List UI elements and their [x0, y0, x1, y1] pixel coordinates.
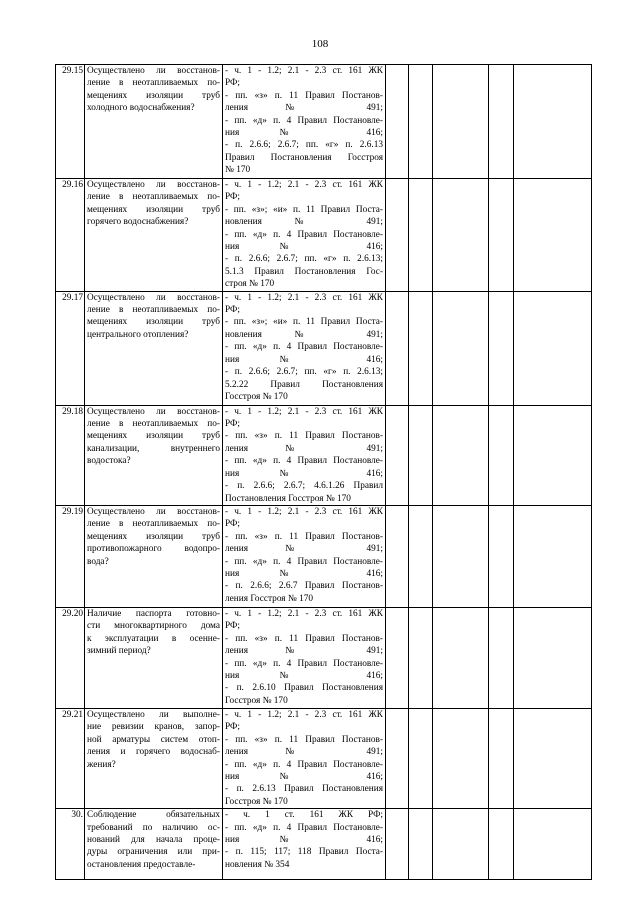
empty-answer-cell[interactable]: [409, 505, 433, 607]
question-line: Осуществлено ли восстанов-: [87, 66, 220, 76]
empty-answer-cell[interactable]: [433, 65, 489, 179]
empty-answer-cell[interactable]: [409, 809, 433, 880]
row-number: 29.20: [56, 607, 85, 708]
reference-line: новления № 491;: [225, 217, 383, 228]
question-line: Наличие паспорта готовно-: [87, 608, 220, 619]
question-cell: [85, 65, 223, 179]
question-line: сти многоквартирного дома: [87, 621, 220, 632]
empty-answer-cell[interactable]: [489, 505, 514, 607]
empty-answer-cell[interactable]: [514, 505, 592, 607]
question-line: ление в неотапливаемых по-: [87, 419, 220, 430]
empty-answer-cell[interactable]: [514, 179, 592, 292]
reference-line: - пп. «д» п. 4 Правил Постановле-: [225, 456, 383, 467]
reference-line: - пп. «д» п. 4 Правил Постановле-: [225, 556, 383, 567]
reference-line: РФ;: [225, 419, 240, 430]
reference-line: - пп. «з» п. 11 Правил Постанов-: [225, 734, 383, 745]
reference-line: - пп. «з» п. 11 Правил Постанов-: [225, 531, 383, 542]
question-line: Осуществлено ли восстанов-: [87, 292, 220, 303]
table-row: [56, 809, 592, 880]
empty-answer-cell[interactable]: [489, 291, 514, 405]
table-row: [56, 505, 592, 607]
page-number: 108: [311, 38, 329, 50]
reference-line: - п. 2.6.6; 2.6.7; пп. «г» п. 2.6.13;: [225, 254, 383, 265]
reference-line: - ч. 1 - 1.2; 2.1 - 2.3 ст. 161 ЖК: [225, 506, 383, 517]
reference-line: - п. 2.6.6; 2.6.7; пп. «г» п. 2.6.13: [225, 140, 383, 151]
question-cell: [85, 708, 223, 808]
legal-references-cell: [223, 291, 386, 405]
question-line: жения?: [87, 759, 116, 770]
question-line: центрального отопления?: [87, 329, 189, 340]
question-line: ной арматуры систем отоп-: [87, 734, 220, 745]
reference-line: - п. 2.6.10 Правил Постановления: [225, 683, 383, 694]
question-line: ления и горячего водоснаб-: [87, 747, 220, 758]
legal-references-cell: [223, 809, 386, 880]
empty-answer-cell[interactable]: [514, 65, 592, 179]
empty-answer-cell[interactable]: [386, 405, 409, 505]
reference-line: РФ;: [225, 621, 240, 632]
empty-answer-cell[interactable]: [386, 179, 409, 292]
legal-references-cell: [223, 405, 386, 505]
reference-line: ления № 491;: [225, 747, 383, 758]
legal-references-cell: [223, 505, 386, 607]
empty-answer-cell[interactable]: [514, 809, 592, 880]
empty-answer-cell[interactable]: [409, 291, 433, 405]
question-line: канализации, внутреннего: [87, 443, 220, 454]
row-number: 30.: [56, 809, 85, 880]
reference-line: - пп. «д» п. 4 Правил Постановле-: [225, 342, 383, 353]
reference-line: ления № 491;: [225, 544, 383, 555]
legal-references-cell: [223, 607, 386, 708]
reference-line: Госстроя № 170: [225, 695, 288, 706]
reference-line: - ч. 1 ст. 161 ЖК РФ;: [225, 810, 383, 821]
row-number: 29.19: [56, 505, 85, 607]
question-line: водостока?: [87, 456, 131, 467]
reference-line: ления Госстроя № 170: [225, 593, 314, 604]
empty-answer-cell[interactable]: [433, 505, 489, 607]
legal-references-cell: [223, 179, 386, 292]
question-line: остановления предоставле-: [87, 859, 196, 870]
question-line: мещениях изоляции труб: [87, 204, 220, 215]
question-cell: [85, 179, 223, 292]
reference-line: ления № 491;: [225, 443, 383, 454]
question-cell: [85, 405, 223, 505]
empty-answer-cell[interactable]: [386, 291, 409, 405]
empty-answer-cell[interactable]: [489, 607, 514, 708]
question-cell: [85, 607, 223, 708]
reference-line: Госстроя № 170: [225, 391, 288, 402]
question-line: мещениях изоляции труб: [87, 531, 220, 542]
question-line: к эксплуатации в осенне-: [87, 633, 220, 644]
empty-answer-cell[interactable]: [386, 607, 409, 708]
empty-answer-cell[interactable]: [409, 65, 433, 179]
reference-line: - пп. «з»; «и» п. 11 Правил Поста-: [225, 317, 383, 328]
table-row: [56, 291, 592, 405]
table-row: [56, 708, 592, 808]
reference-line: - п. 2.6.13 Правил Постановления: [225, 784, 383, 795]
reference-line: - пп. «д» п. 4 Правил Постановле-: [225, 822, 383, 833]
reference-line: ния № 416;: [225, 568, 383, 579]
question-line: холодного водоснабжения?: [87, 103, 195, 114]
reference-line: РФ;: [225, 78, 240, 89]
reference-line: новления № 491;: [225, 329, 383, 340]
reference-line: № 170: [225, 165, 251, 176]
reference-line: РФ;: [225, 519, 240, 530]
reference-line: ния № 416;: [225, 834, 383, 845]
empty-answer-cell[interactable]: [433, 607, 489, 708]
empty-answer-cell[interactable]: [514, 607, 592, 708]
empty-answer-cell[interactable]: [489, 809, 514, 880]
reference-line: - п. 115; 117; 118 Правил Поста-: [225, 847, 383, 858]
reference-line: РФ;: [225, 192, 240, 203]
empty-answer-cell[interactable]: [409, 607, 433, 708]
reference-line: ния № 416;: [225, 128, 383, 139]
empty-answer-cell[interactable]: [433, 708, 489, 808]
empty-answer-cell[interactable]: [514, 291, 592, 405]
reference-line: РФ;: [225, 305, 240, 316]
reference-line: - ч. 1 - 1.2; 2.1 - 2.3 ст. 161 ЖК: [225, 608, 383, 619]
reference-line: - пп. «з»; «и» п. 11 Правил Поста-: [225, 204, 383, 215]
checklist-table: [55, 64, 592, 880]
question-line: требований по наличию ос-: [87, 822, 220, 833]
reference-line: - пп. «з» п. 11 Правил Постанов-: [225, 431, 383, 442]
reference-line: Правил Постановления Госстроя: [225, 152, 383, 163]
empty-answer-cell[interactable]: [409, 708, 433, 808]
reference-line: - ч. 1 - 1.2; 2.1 - 2.3 ст. 161 ЖК: [225, 180, 383, 190]
empty-answer-cell[interactable]: [433, 405, 489, 505]
reference-line: - ч. 1 - 1.2; 2.1 - 2.3 ст. 161 ЖК: [225, 66, 383, 76]
table-row: [56, 607, 592, 708]
question-line: мещениях изоляции труб: [87, 317, 220, 328]
empty-answer-cell[interactable]: [433, 291, 489, 405]
row-number: 29.21: [56, 708, 85, 808]
question-line: Соблюдение обязательных: [87, 810, 220, 821]
empty-answer-cell[interactable]: [489, 708, 514, 808]
reference-line: - пп. «з» п. 11 Правил Постанов-: [225, 633, 383, 644]
question-line: зимний период?: [87, 646, 151, 657]
row-number: 29.18: [56, 405, 85, 505]
reference-line: - пп. «д» п. 4 Правил Постановле-: [225, 115, 383, 126]
question-line: ление в неотапливаемых по-: [87, 305, 220, 316]
question-line: нований для начала проце-: [87, 834, 220, 845]
reference-line: ния № 416;: [225, 771, 383, 782]
question-cell: [85, 505, 223, 607]
reference-line: 5.1.3 Правил Постановления Гос-: [225, 266, 383, 277]
question-line: ление в неотапливаемых по-: [87, 78, 220, 89]
reference-line: ния № 416;: [225, 468, 383, 479]
reference-line: - пп. «д» п. 4 Правил Постановле-: [225, 229, 383, 240]
legal-references-cell: [223, 65, 386, 179]
question-line: горячего водоснабжения?: [87, 217, 189, 228]
reference-line: ления № 491;: [225, 103, 383, 114]
question-line: вода?: [87, 556, 109, 567]
question-line: Осуществлено ли восстанов-: [87, 506, 220, 517]
reference-line: Постановления Госстроя № 170: [225, 493, 351, 504]
table-row: [56, 405, 592, 505]
row-number: 29.16: [56, 179, 85, 292]
empty-answer-cell[interactable]: [386, 505, 409, 607]
reference-line: - п. 2.6.6; 2.6.7; 4.6.1.26 Правил: [225, 481, 383, 492]
reference-line: - пп. «д» п. 4 Правил Постановле-: [225, 759, 383, 770]
question-line: ление в неотапливаемых по-: [87, 519, 220, 530]
reference-line: новления № 354: [225, 859, 290, 870]
row-number: 29.15: [56, 65, 85, 179]
question-line: Осуществлено ли восстанов-: [87, 406, 220, 417]
reference-line: РФ;: [225, 722, 240, 733]
reference-line: ния № 416;: [225, 670, 383, 681]
reference-line: - п. 2.6.6; 2.6.7 Правил Постанов-: [225, 581, 383, 592]
empty-answer-cell[interactable]: [386, 65, 409, 179]
empty-answer-cell[interactable]: [433, 809, 489, 880]
question-line: мещениях изоляции труб: [87, 431, 220, 442]
question-line: ние ревизии кранов, запор-: [87, 722, 220, 733]
reference-line: - ч. 1 - 1.2; 2.1 - 2.3 ст. 161 ЖК: [225, 292, 383, 303]
question-line: ление в неотапливаемых по-: [87, 192, 220, 203]
table-row: [56, 179, 592, 292]
row-number: 29.17: [56, 291, 85, 405]
empty-answer-cell[interactable]: [433, 179, 489, 292]
reference-line: ния № 416;: [225, 354, 383, 365]
empty-answer-cell[interactable]: [514, 405, 592, 505]
question-cell: [85, 809, 223, 880]
reference-line: ния № 416;: [225, 242, 383, 253]
empty-answer-cell[interactable]: [386, 809, 409, 880]
reference-line: - ч. 1 - 1.2; 2.1 - 2.3 ст. 161 ЖК: [225, 406, 383, 417]
reference-line: - п. 2.6.6; 2.6.7; пп. «г» п. 2.6.13;: [225, 367, 383, 378]
empty-answer-cell[interactable]: [489, 65, 514, 179]
question-line: дуры ограничения или при-: [87, 847, 220, 858]
question-line: мещениях изоляции труб: [87, 90, 220, 101]
reference-line: Госстроя № 170: [225, 796, 288, 807]
reference-line: 5.2.22 Правил Постановления: [225, 379, 383, 390]
reference-line: - ч. 1 - 1.2; 2.1 - 2.3 ст. 161 ЖК: [225, 709, 383, 720]
empty-answer-cell[interactable]: [489, 405, 514, 505]
question-line: Осуществлено ли выполне-: [87, 709, 220, 720]
reference-line: - пп. «з» п. 11 Правил Постанов-: [225, 90, 383, 101]
reference-line: строя № 170: [225, 279, 275, 290]
empty-answer-cell[interactable]: [409, 179, 433, 292]
question-line: Осуществлено ли восстанов-: [87, 180, 220, 190]
reference-line: - пп. «д» п. 4 Правил Постановле-: [225, 658, 383, 669]
legal-references-cell: [223, 708, 386, 808]
empty-answer-cell[interactable]: [386, 708, 409, 808]
question-cell: [85, 291, 223, 405]
empty-answer-cell[interactable]: [409, 405, 433, 505]
empty-answer-cell[interactable]: [514, 708, 592, 808]
reference-line: ления № 491;: [225, 646, 383, 657]
table-row: [56, 65, 592, 179]
empty-answer-cell[interactable]: [489, 179, 514, 292]
question-line: противопожарного водопро-: [87, 544, 220, 555]
